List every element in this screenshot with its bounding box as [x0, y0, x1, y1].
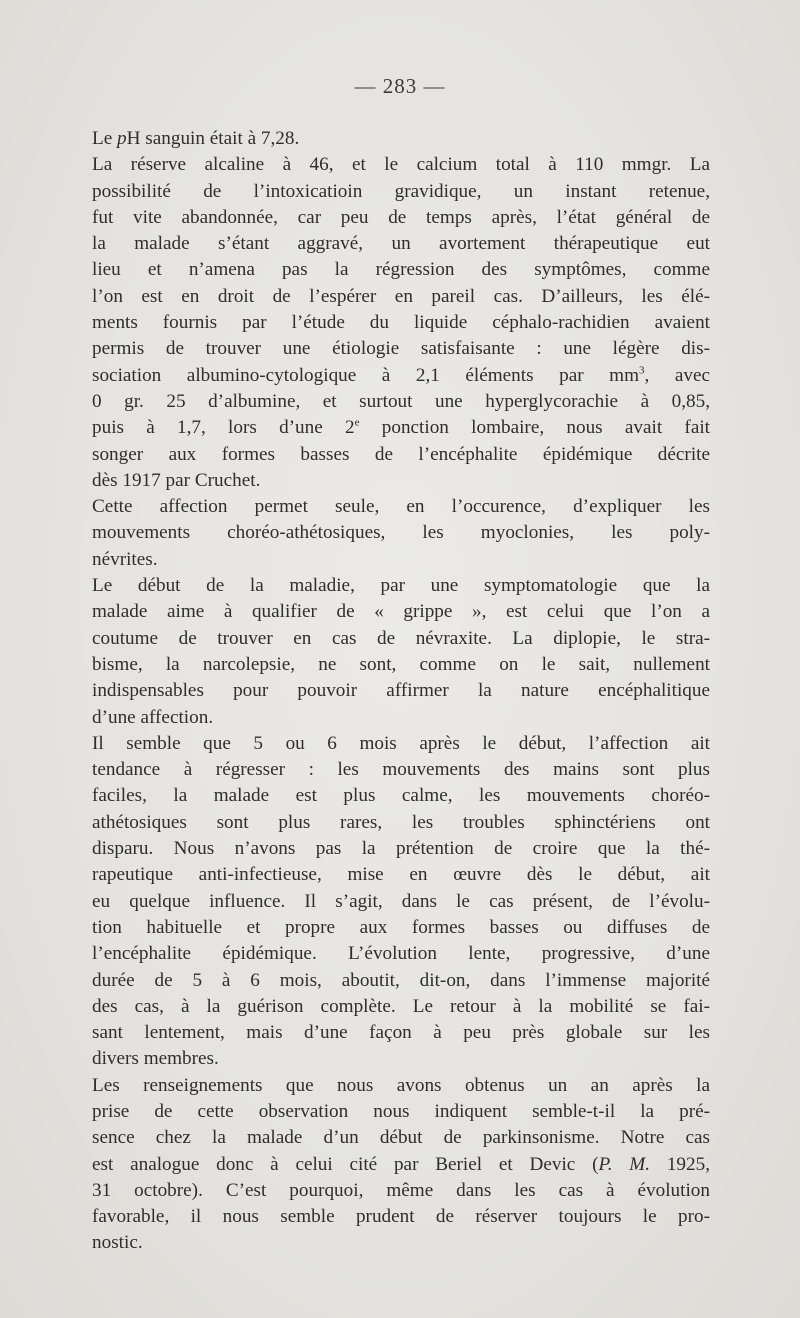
- text-line: Le début de la maladie, par une symptomatologie que la: [92, 575, 710, 597]
- line-segment: puis à 1,7, lors d’une 2: [92, 417, 355, 439]
- text-line: malade aime à qualifier de « grippe », est celui que l’on a: [92, 601, 710, 623]
- italic-segment: P. M.: [598, 1153, 651, 1175]
- text-line: mouvements choréo-athétosiques, les myoclonies, les poly-: [92, 522, 710, 544]
- paragraph: [92, 126, 710, 152]
- text-line: tion habituelle et propre aux formes basses ou diffuses de: [92, 916, 710, 938]
- text-line: bisme, la narcolepsie, ne sont, comme on le sait, nullement: [92, 653, 710, 675]
- text-line: lieu et n’amena pas la régression des symptômes, comme: [92, 259, 710, 281]
- text-line: [92, 126, 710, 152]
- line-segment: H sanguin était à 7,28.: [126, 128, 300, 149]
- text-line: [92, 1152, 710, 1178]
- italic-segment: p: [117, 128, 127, 149]
- line-segment: Le: [92, 128, 118, 149]
- text-line: [92, 415, 710, 441]
- text-line: sence chez la malade d’un début de parkinsonisme. Notre cas: [92, 1127, 710, 1149]
- text-line: des cas, à la guérison complète. Le retour à la mobilité se fai-: [92, 995, 710, 1017]
- paragraph: [92, 1073, 710, 1257]
- paragraph: [92, 494, 710, 573]
- text-line: d’une affection.: [92, 706, 214, 728]
- text-line: l’encéphalite épidémique. L’évolution lente, progressive, d’une: [92, 943, 710, 965]
- text-line: névrites.: [92, 548, 158, 570]
- text-line: La réserve alcaline à 46, et le calcium total à 110 mmgr. La: [92, 154, 710, 176]
- paragraph: [92, 152, 710, 494]
- text-line: songer aux formes basses de l’encéphalite épidémique décrite: [92, 443, 710, 465]
- line-segment: est analogue donc à celui cité par Beriel et Devic (: [92, 1153, 599, 1175]
- text-line: Les renseignements que nous avons obtenus un an après la: [92, 1074, 710, 1096]
- line-segment: 1925,: [650, 1153, 710, 1175]
- text-line: permis de trouver une étiologie satisfaisante : une légère dis-: [92, 338, 710, 360]
- text-line: durée de 5 à 6 mois, aboutit, dit-on, dans l’immense majorité: [92, 969, 710, 991]
- text-line: disparu. Nous n’avons pas la prétention de croire que la thé-: [92, 838, 710, 860]
- body-text: [92, 126, 710, 1257]
- paragraph: [92, 731, 710, 1073]
- text-line: 0 gr. 25 d’albumine, et surtout une hyperglycorachie à 0,85,: [92, 390, 710, 412]
- text-line: fut vite abandonnée, car peu de temps après, l’état général de: [92, 206, 710, 228]
- text-line: favorable, il nous semble prudent de réserver toujours le pro-: [92, 1206, 710, 1228]
- text-line: [92, 363, 710, 389]
- superscript: 3: [639, 364, 645, 377]
- text-line: divers membres.: [92, 1048, 219, 1070]
- text-line: faciles, la malade est plus calme, les mouvements choréo-: [92, 785, 710, 807]
- text-line: 31 octobre). C’est pourquoi, même dans les cas à évolution: [92, 1179, 710, 1201]
- text-line: nostic.: [92, 1232, 143, 1254]
- text-line: Cette affection permet seule, en l’occurence, d’expliquer les: [92, 496, 710, 518]
- text-line: possibilité de l’intoxicatioin gravidique, un instant retenue,: [92, 180, 710, 202]
- text-line: eu quelque influence. Il s’agit, dans le cas présent, de l’évolu-: [92, 890, 710, 912]
- text-line: prise de cette observation nous indiquent semble-t-il la pré-: [92, 1100, 710, 1122]
- text-line: dès 1917 par Cruchet.: [92, 469, 261, 491]
- text-line: la malade s’étant aggravé, un avortement thérapeutique eut: [92, 233, 710, 255]
- line-segment: , avec: [644, 364, 710, 386]
- text-line: Il semble que 5 ou 6 mois après le début, l’affection ait: [92, 732, 710, 754]
- line-segment: ponction lombaire, nous avait fait: [359, 417, 710, 439]
- text-line: l’on est en droit de l’espérer en pareil cas. D’ailleurs, les élé-: [92, 285, 710, 307]
- text-line: sant lentement, mais d’une façon à peu près globale sur les: [92, 1022, 710, 1044]
- line-segment: sociation albumino-cytologique à 2,1 éléments par mm: [92, 364, 640, 386]
- text-line: athétosiques sont plus rares, les troubles sphinctériens ont: [92, 811, 710, 833]
- paragraph: [92, 573, 710, 731]
- superscript: e: [354, 416, 360, 429]
- text-line: tendance à régresser : les mouvements des mains sont plus: [92, 759, 710, 781]
- text-line: indispensables pour pouvoir affirmer la nature encéphalitique: [92, 680, 710, 702]
- page-number: — 283 —: [354, 74, 446, 98]
- text-line: coutume de trouver en cas de névraxite. La diplopie, le stra-: [92, 627, 710, 649]
- text-line: rapeutique anti-infectieuse, mise en œuvre dès le début, ait: [92, 864, 710, 886]
- text-line: ments fournis par l’étude du liquide céphalo-rachidien avaient: [92, 312, 710, 334]
